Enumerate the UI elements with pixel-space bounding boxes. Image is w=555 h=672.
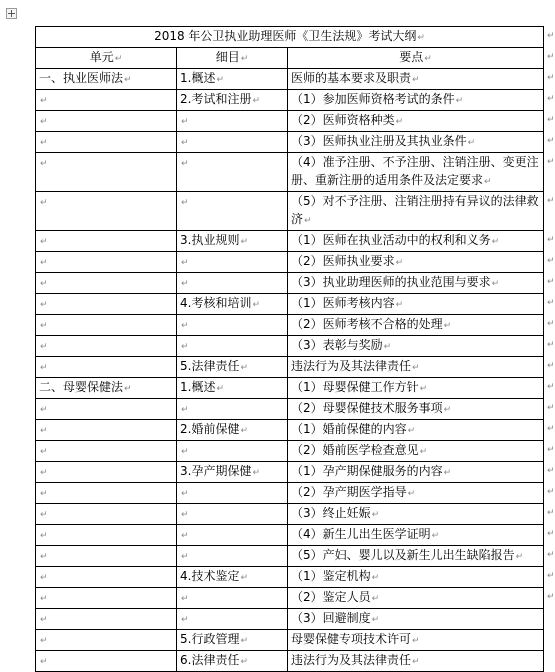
table-row (36, 420, 544, 441)
paragraph-mark-icon: ↵ (455, 96, 464, 106)
table-row (36, 651, 544, 672)
row-end-mark-icon: ↵ (547, 72, 555, 83)
row-end-mark-icon: ↵ (547, 444, 555, 455)
cell-unit[interactable] (36, 111, 177, 132)
cell-points[interactable] (288, 399, 544, 420)
paragraph-mark-icon: ↵ (40, 615, 48, 625)
subitem-text: 3.孕产期保健 (180, 464, 252, 478)
paragraph-mark-icon: ↵ (40, 489, 48, 499)
cell-points[interactable] (288, 525, 544, 546)
cell-unit[interactable] (36, 441, 177, 462)
cell-unit[interactable] (36, 420, 177, 441)
cell-unit[interactable] (36, 69, 177, 90)
syllabus-table-body (36, 27, 544, 672)
cell-points[interactable] (288, 462, 544, 483)
table-row (36, 231, 544, 252)
row-end-mark-icon: ↵ (547, 234, 555, 245)
row-end-mark-icon: ↵ (547, 156, 555, 167)
paragraph-mark-icon: ↵ (40, 552, 48, 562)
paragraph-mark-icon: ↵ (181, 531, 189, 541)
cell-points[interactable] (288, 546, 544, 567)
cell-points[interactable] (288, 609, 544, 630)
cell-points[interactable] (288, 441, 544, 462)
row-end-mark-icon: ↵ (547, 135, 555, 146)
table-row (36, 273, 544, 294)
points-text: （2）孕产期医学指导 (291, 485, 407, 499)
paragraph-mark-icon: ↵ (419, 384, 428, 394)
table-row (36, 111, 544, 132)
points-text: （3）医师执业注册及其执业条件 (291, 134, 467, 148)
paragraph-mark-icon: ↵ (395, 300, 404, 310)
paragraph-mark-icon: ↵ (216, 384, 224, 394)
paragraph-mark-icon: ↵ (181, 552, 189, 562)
cell-points[interactable] (288, 357, 544, 378)
paragraph-mark-icon: ↵ (40, 531, 48, 541)
unit-text: 一、执业医师法 (39, 71, 124, 85)
subitem-text: 4.技术鉴定 (180, 569, 240, 583)
paragraph-mark-icon: ↵ (40, 96, 48, 106)
cell-subitem[interactable] (177, 315, 288, 336)
table-row (36, 483, 544, 504)
header-cell-subitem[interactable]: 细目↵ (177, 48, 288, 69)
cell-points[interactable] (288, 336, 544, 357)
cell-subitem[interactable] (177, 90, 288, 111)
points-text: （2）医师考核不合格的处理 (291, 317, 443, 331)
paragraph-mark-icon: ↵ (252, 300, 260, 310)
row-end-mark-icon: ↵ (547, 30, 555, 41)
cell-points[interactable] (288, 567, 544, 588)
paragraph-mark-icon: ↵ (216, 75, 224, 85)
cell-subitem[interactable] (177, 111, 288, 132)
row-end-mark-icon: ↵ (547, 255, 555, 266)
points-text: （3）终止妊娠 (291, 506, 371, 520)
points-text: 违法行为及其法律责任 (291, 653, 412, 667)
table-row (36, 132, 544, 153)
cell-unit[interactable] (36, 567, 177, 588)
cell-subitem[interactable] (177, 132, 288, 153)
cell-subitem[interactable] (177, 273, 288, 294)
points-text: （1）医师考核内容 (291, 296, 395, 310)
paragraph-mark-icon: ↵ (40, 237, 48, 247)
cell-subitem[interactable] (177, 231, 288, 252)
table-move-handle-icon[interactable] (6, 8, 17, 19)
paragraph-mark-icon: ↵ (252, 96, 260, 106)
cell-unit[interactable] (36, 651, 177, 672)
cell-unit[interactable] (36, 462, 177, 483)
paragraph-mark-icon: ↵ (484, 177, 492, 187)
points-text: （2）医师执业要求 (291, 254, 395, 268)
cell-points[interactable] (288, 504, 544, 525)
table-row (36, 90, 544, 111)
cell-subitem[interactable] (177, 441, 288, 462)
paragraph-mark-icon: ↵ (412, 363, 420, 373)
cell-points[interactable] (288, 231, 544, 252)
paragraph-mark-icon: ↵ (240, 54, 249, 64)
points-text: （1）鉴定机构 (291, 569, 371, 583)
paragraph-mark-icon: ↵ (181, 510, 189, 520)
points-text: （2）母婴保健技术服务事项 (291, 401, 443, 415)
paragraph-mark-icon: ↵ (40, 117, 48, 127)
table-row (36, 399, 544, 420)
row-end-mark-icon: ↵ (547, 591, 555, 602)
row-end-mark-icon: ↵ (547, 339, 555, 350)
cell-subitem[interactable] (177, 69, 288, 90)
row-end-mark-icon: ↵ (547, 465, 555, 476)
paragraph-mark-icon: ↵ (412, 657, 420, 667)
paragraph-mark-icon: ↵ (181, 198, 189, 208)
cell-points[interactable] (288, 630, 544, 651)
cell-unit[interactable] (36, 357, 177, 378)
points-text: （5）对不予注册、注销注册持有异议的法律救济 (291, 194, 539, 226)
points-text: 医师的基本要求及职责 (291, 71, 412, 85)
cell-unit[interactable] (36, 525, 177, 546)
subitem-text: 1.概述 (180, 380, 216, 394)
cell-unit[interactable] (36, 588, 177, 609)
points-text: （4）新生儿出生医学证明 (291, 527, 431, 541)
paragraph-mark-icon: ↵ (240, 237, 248, 247)
paragraph-mark-icon: ↵ (181, 594, 189, 604)
row-end-mark-icon: ↵ (547, 297, 555, 308)
paragraph-mark-icon: ↵ (124, 75, 132, 85)
cell-points[interactable] (288, 483, 544, 504)
points-text: （1）母婴保健工作方针 (291, 380, 419, 394)
paragraph-mark-icon: ↵ (407, 489, 416, 499)
cell-unit[interactable] (36, 336, 177, 357)
paragraph-mark-icon: ↵ (40, 300, 48, 310)
cell-subitem[interactable] (177, 483, 288, 504)
cell-unit[interactable] (36, 630, 177, 651)
cell-points[interactable] (288, 315, 544, 336)
cell-subitem[interactable] (177, 336, 288, 357)
cell-unit[interactable] (36, 504, 177, 525)
cell-points[interactable] (288, 588, 544, 609)
paragraph-mark-icon: ↵ (371, 615, 380, 625)
paragraph-mark-icon: ↵ (431, 531, 440, 541)
subitem-text: 6.法律责任 (180, 653, 240, 667)
cell-points[interactable] (288, 132, 544, 153)
paragraph-mark-icon: ↵ (181, 405, 189, 415)
cell-points[interactable] (288, 111, 544, 132)
cell-unit[interactable] (36, 252, 177, 273)
cell-subitem[interactable] (177, 294, 288, 315)
header-cell-unit[interactable]: 单元↵ (36, 48, 177, 69)
cell-unit[interactable] (36, 153, 177, 192)
cell-subitem[interactable] (177, 651, 288, 672)
paragraph-mark-icon: ↵ (40, 468, 48, 478)
row-end-mark-icon: ↵ (547, 276, 555, 287)
paragraph-mark-icon: ↵ (40, 279, 48, 289)
paragraph-mark-icon: ↵ (240, 363, 248, 373)
points-text: （2）婚前医学检查意见 (291, 443, 419, 457)
paragraph-mark-icon: ↵ (407, 426, 416, 436)
paragraph-mark-icon: ↵ (181, 258, 189, 268)
cell-unit[interactable] (36, 378, 177, 399)
paragraph-mark-icon: ↵ (40, 159, 48, 169)
subitem-text: 2.婚前保健 (180, 422, 240, 436)
paragraph-mark-icon: ↵ (40, 573, 48, 583)
subitem-text: 5.法律责任 (180, 359, 240, 373)
table-row (36, 357, 544, 378)
table-row (36, 441, 544, 462)
cell-subitem[interactable] (177, 192, 288, 231)
paragraph-mark-icon: ↵ (443, 321, 452, 331)
subitem-text: 1.概述 (180, 71, 216, 85)
points-text: （3）执业助理医师的执业范围与要求 (291, 275, 491, 289)
paragraph-mark-icon: ↵ (40, 447, 48, 457)
row-end-mark-icon: ↵ (547, 195, 555, 206)
row-end-mark-icon: ↵ (547, 528, 555, 539)
points-text: （2）医师资格种类 (291, 113, 395, 127)
cell-points[interactable] (288, 192, 544, 231)
cell-subitem[interactable] (177, 504, 288, 525)
cell-subitem[interactable] (177, 420, 288, 441)
cell-subitem[interactable] (177, 399, 288, 420)
cell-subitem[interactable] (177, 588, 288, 609)
row-end-mark-icon: ↵ (547, 93, 555, 104)
table-title-cell[interactable] (36, 27, 544, 48)
table-row (36, 567, 544, 588)
paragraph-mark-icon: ↵ (40, 198, 48, 208)
row-end-mark-icon: ↵ (547, 507, 555, 518)
table-row (36, 630, 544, 651)
paragraph-mark-icon: ↵ (124, 384, 132, 394)
paragraph-mark-icon: ↵ (181, 117, 189, 127)
paragraph-mark-icon: ↵ (240, 426, 248, 436)
table-row (36, 315, 544, 336)
paragraph-mark-icon: ↵ (371, 510, 380, 520)
table-row (36, 504, 544, 525)
points-text: （1）医师在执业活动中的权利和义务 (291, 233, 491, 247)
cell-unit[interactable] (36, 609, 177, 630)
paragraph-mark-icon: ↵ (383, 342, 392, 352)
cell-subitem[interactable] (177, 546, 288, 567)
row-end-mark-icon: ↵ (547, 51, 555, 62)
paragraph-mark-icon: ↵ (424, 54, 432, 64)
table-row (36, 294, 544, 315)
paragraph-mark-icon: ↵ (40, 258, 48, 268)
points-text: （5）产妇、婴儿以及新生儿出生缺陷报告 (291, 548, 515, 562)
table-row (36, 192, 544, 231)
paragraph-mark-icon: ↵ (181, 342, 189, 352)
cell-points[interactable] (288, 153, 544, 192)
points-text: 母婴保健专项技术许可 (291, 632, 412, 646)
cell-points[interactable] (288, 651, 544, 672)
paragraph-mark-icon: ↵ (417, 33, 425, 43)
paragraph-mark-icon: ↵ (252, 468, 260, 478)
paragraph-mark-icon: ↵ (40, 594, 48, 604)
paragraph-mark-icon: ↵ (371, 594, 380, 604)
cell-points[interactable] (288, 294, 544, 315)
subitem-text: 3.执业规则 (180, 233, 240, 247)
paragraph-mark-icon: ↵ (40, 426, 48, 436)
points-text: （2）鉴定人员 (291, 590, 371, 604)
paragraph-mark-icon: ↵ (395, 117, 404, 127)
table-row (36, 609, 544, 630)
points-text: （1）孕产期保健服务的内容 (291, 464, 443, 478)
paragraph-mark-icon: ↵ (40, 363, 48, 373)
cell-subitem[interactable] (177, 609, 288, 630)
paragraph-mark-icon: ↵ (181, 321, 189, 331)
cell-subitem[interactable] (177, 357, 288, 378)
table-row (36, 336, 544, 357)
paragraph-mark-icon: ↵ (419, 447, 428, 457)
cell-unit[interactable] (36, 294, 177, 315)
subitem-text: 5.行政管理 (180, 632, 240, 646)
syllabus-table (35, 26, 544, 672)
paragraph-mark-icon: ↵ (181, 159, 189, 169)
row-end-mark-icon: ↵ (547, 549, 555, 560)
paragraph-mark-icon: ↵ (40, 657, 48, 667)
paragraph-mark-icon: ↵ (491, 237, 500, 247)
paragraph-mark-icon: ↵ (395, 258, 404, 268)
cell-unit[interactable] (36, 399, 177, 420)
cell-unit[interactable] (36, 273, 177, 294)
table-row (36, 69, 544, 90)
paragraph-mark-icon: ↵ (181, 489, 189, 499)
paragraph-mark-icon: ↵ (40, 405, 48, 415)
paragraph-mark-icon: ↵ (114, 54, 123, 64)
points-text: （4）准予注册、不予注册、注销注册、变更注册、重新注册的适用条件及法定要求 (291, 155, 539, 187)
cell-unit[interactable] (36, 546, 177, 567)
paragraph-mark-icon: ↵ (240, 573, 248, 583)
table-row (36, 462, 544, 483)
cell-subitem[interactable] (177, 462, 288, 483)
paragraph-mark-icon: ↵ (181, 615, 189, 625)
cell-unit[interactable] (36, 90, 177, 111)
cell-points[interactable] (288, 378, 544, 399)
points-text: （3）回避制度 (291, 611, 371, 625)
paragraph-mark-icon: ↵ (371, 573, 380, 583)
cell-subitem[interactable] (177, 525, 288, 546)
table-row (36, 153, 544, 192)
paragraph-mark-icon: ↵ (412, 75, 420, 85)
table-row (36, 252, 544, 273)
points-text: （1）婚前保健的内容 (291, 422, 407, 436)
points-text: （1）参加医师资格考试的条件 (291, 92, 455, 106)
subitem-text: 2.考试和注册 (180, 92, 252, 106)
cell-subitem[interactable] (177, 378, 288, 399)
subitem-text: 4.考核和培训 (180, 296, 252, 310)
paragraph-mark-icon: ↵ (40, 321, 48, 331)
row-end-mark-icon: ↵ (547, 402, 555, 413)
cell-points[interactable] (288, 90, 544, 111)
row-end-mark-icon: ↵ (547, 318, 555, 329)
table-row (36, 525, 544, 546)
table-title: 2018 年公卫执业助理医师《卫生法规》考试大纲 (154, 29, 417, 43)
cell-points[interactable] (288, 69, 544, 90)
cell-points[interactable] (288, 252, 544, 273)
cell-points[interactable] (288, 273, 544, 294)
paragraph-mark-icon: ↵ (240, 636, 248, 646)
row-end-mark-icon: ↵ (547, 381, 555, 392)
points-text: 违法行为及其法律责任 (291, 359, 412, 373)
paragraph-mark-icon: ↵ (181, 279, 189, 289)
paragraph-mark-icon: ↵ (40, 342, 48, 352)
cell-unit[interactable] (36, 192, 177, 231)
paragraph-mark-icon: ↵ (443, 405, 452, 415)
row-end-mark-icon: ↵ (547, 570, 555, 581)
row-end-mark-icon: ↵ (547, 360, 555, 371)
row-end-mark-icon: ↵ (547, 486, 555, 497)
paragraph-mark-icon: ↵ (240, 657, 248, 667)
points-text: （3）表彰与奖励 (291, 338, 383, 352)
row-end-mark-icon: ↵ (547, 423, 555, 434)
cell-subitem[interactable] (177, 630, 288, 651)
paragraph-mark-icon: ↵ (40, 636, 48, 646)
paragraph-mark-icon: ↵ (515, 552, 524, 562)
paragraph-mark-icon: ↵ (40, 510, 48, 520)
cell-subitem[interactable] (177, 252, 288, 273)
table-header-row (36, 48, 544, 69)
cell-subitem[interactable] (177, 567, 288, 588)
paragraph-mark-icon: ↵ (412, 636, 420, 646)
header-cell-points[interactable]: 要点↵ (288, 48, 544, 69)
paragraph-mark-icon: ↵ (467, 138, 476, 148)
cell-unit[interactable] (36, 132, 177, 153)
table-row (36, 588, 544, 609)
cell-unit[interactable] (36, 315, 177, 336)
cell-unit[interactable] (36, 231, 177, 252)
table-title-row (36, 27, 544, 48)
paragraph-mark-icon: ↵ (443, 468, 452, 478)
unit-text: 二、母婴保健法 (39, 380, 124, 394)
cell-subitem[interactable] (177, 153, 288, 192)
cell-unit[interactable] (36, 483, 177, 504)
paragraph-mark-icon: ↵ (40, 138, 48, 148)
cell-points[interactable] (288, 420, 544, 441)
paragraph-mark-icon: ↵ (304, 216, 312, 226)
paragraph-mark-icon: ↵ (181, 138, 189, 148)
table-row (36, 546, 544, 567)
paragraph-mark-icon: ↵ (491, 279, 500, 289)
row-end-mark-icon: ↵ (547, 114, 555, 125)
table-row (36, 378, 544, 399)
paragraph-mark-icon: ↵ (181, 447, 189, 457)
